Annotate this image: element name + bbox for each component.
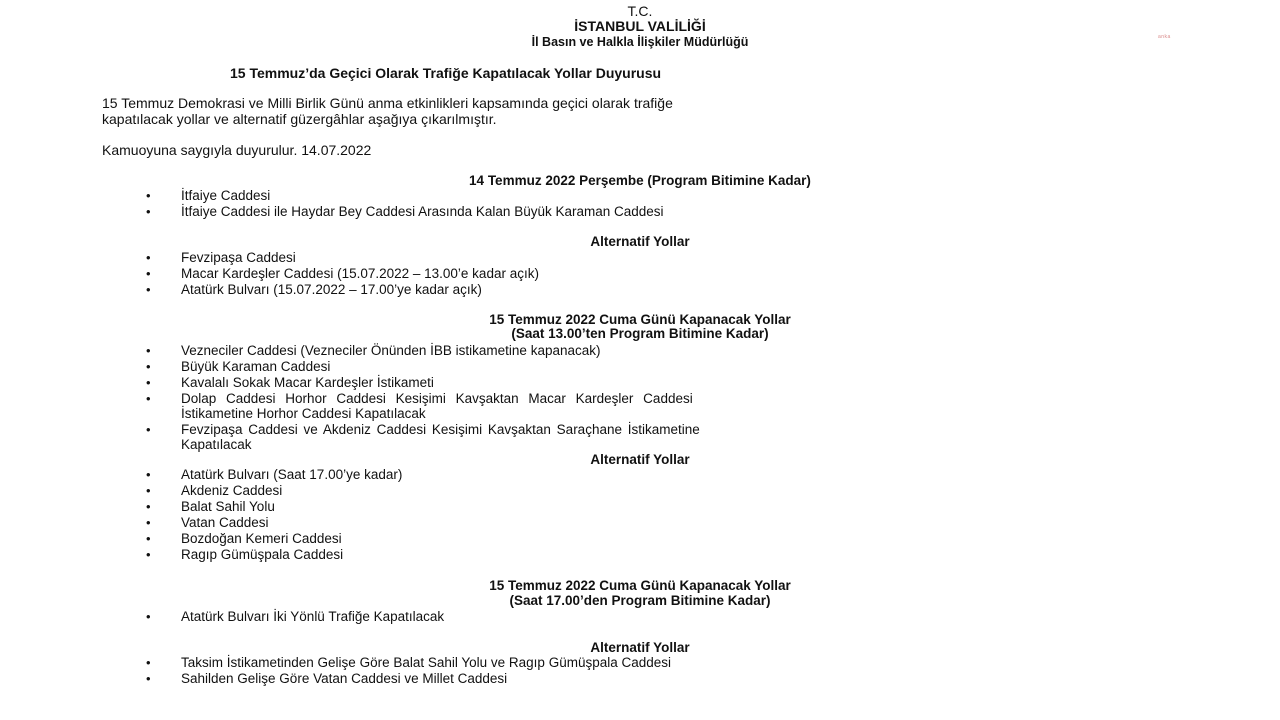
watermark-stamp [1158,34,1204,40]
section-2-alt-heading: Alternatif Yollar [590,452,690,467]
list-item: İtfaiye Caddesi ile Haydar Bey Caddesi Arasında Kalan Büyük Karaman Caddesi [181,204,664,219]
bullet-icon: • [146,266,151,281]
bullet-icon: • [146,343,151,358]
bullet-icon: • [146,422,151,437]
intro-line-2: kapatılacak yollar ve alternatif güzergâhlar aşağıya çıkarılmıştır. [102,111,497,127]
notice-line: Kamuoyuna saygıyla duyurulur. 14.07.2022 [102,142,372,158]
list-item: Atatürk Bulvarı İki Yönlü Trafiğe Kapatılacak [181,609,445,624]
bullet-icon: • [146,515,151,530]
list-item: Fevzipaşa Caddesi [181,250,296,265]
list-item: Akdeniz Caddesi [181,483,283,498]
list-item: İtfaiye Caddesi [181,188,271,203]
document-title: 15 Temmuz’da Geçici Olarak Trafiğe Kapatılacak Yollar Duyurusu [230,65,662,81]
section-3-subheading: (Saat 17.00’den Program Bitimine Kadar) [509,593,771,608]
bullet-icon: • [146,250,151,265]
watermark-text: anka [1158,34,1171,40]
bullet-icon: • [146,655,151,670]
list-item: Fevzipaşa Caddesi ve Akdeniz Caddesi Kesişimi Kavşaktan Saraçhane İstikametine [181,422,700,437]
bullet-icon: • [146,391,151,406]
list-item: Büyük Karaman Caddesi [181,359,331,374]
section-2-subheading: (Saat 13.00’ten Program Bitimine Kadar) [511,326,769,341]
bullet-icon: • [146,531,151,546]
list-item: Vezneciler Caddesi (Vezneciler Önünden İBB istikametine kapanacak) [181,343,601,358]
section-2-heading: 15 Temmuz 2022 Cuma Günü Kapanacak Yollar [489,312,791,327]
bullet-icon: • [146,609,151,624]
list-item: Atatürk Bulvarı (Saat 17.00’ye kadar) [181,467,403,482]
bullet-icon: • [146,375,151,390]
list-item-continuation: Kapatılacak [181,437,252,452]
list-item: Vatan Caddesi [181,515,269,530]
list-item-continuation: İstikametine Horhor Caddesi Kapatılacak [181,406,426,421]
bullet-icon: • [146,671,151,686]
list-item: Dolap Caddesi Horhor Caddesi Kesişimi Kavşaktan Macar Kardeşler Caddesi [181,391,693,406]
bullet-icon: • [146,483,151,498]
list-item: Atatürk Bulvarı (15.07.2022 – 17.00’ye kadar açık) [181,282,482,297]
section-3-alt-heading: Alternatif Yollar [590,640,690,655]
bullet-icon: • [146,547,151,562]
header-directorate: İl Basın ve Halkla İlişkiler Müdürlüğü [531,35,749,49]
bullet-icon: • [146,499,151,514]
bullet-icon: • [146,188,151,203]
list-item: Bozdoğan Kemeri Caddesi [181,531,342,546]
intro-line-1: 15 Temmuz Demokrasi ve Milli Birlik Günü anma etkinlikleri kapsamında geçici olarak trafiğe [102,95,673,111]
section-1-heading: 14 Temmuz 2022 Perşembe (Program Bitimine Kadar) [469,173,811,188]
list-item: Ragıp Gümüşpala Caddesi [181,547,344,562]
list-item: Kavalalı Sokak Macar Kardeşler İstikameti [181,375,434,390]
list-item: Macar Kardeşler Caddesi (15.07.2022 – 13.00’e kadar açık) [181,266,539,281]
list-item: Balat Sahil Yolu [181,499,275,514]
list-item: Sahilden Gelişe Göre Vatan Caddesi ve Millet Caddesi [181,671,508,686]
header-tc: T.C. [627,3,653,19]
bullet-icon: • [146,359,151,374]
bullet-icon: • [146,282,151,297]
bullet-icon: • [146,204,151,219]
list-item: Taksim İstikametinden Gelişe Göre Balat Sahil Yolu ve Ragıp Gümüşpala Caddesi [181,655,672,670]
bullet-icon: • [146,467,151,482]
section-3-heading: 15 Temmuz 2022 Cuma Günü Kapanacak Yollar [489,578,791,593]
section-1-alt-heading: Alternatif Yollar [590,234,690,249]
header-valilik: İSTANBUL VALİLİĞİ [574,18,706,34]
